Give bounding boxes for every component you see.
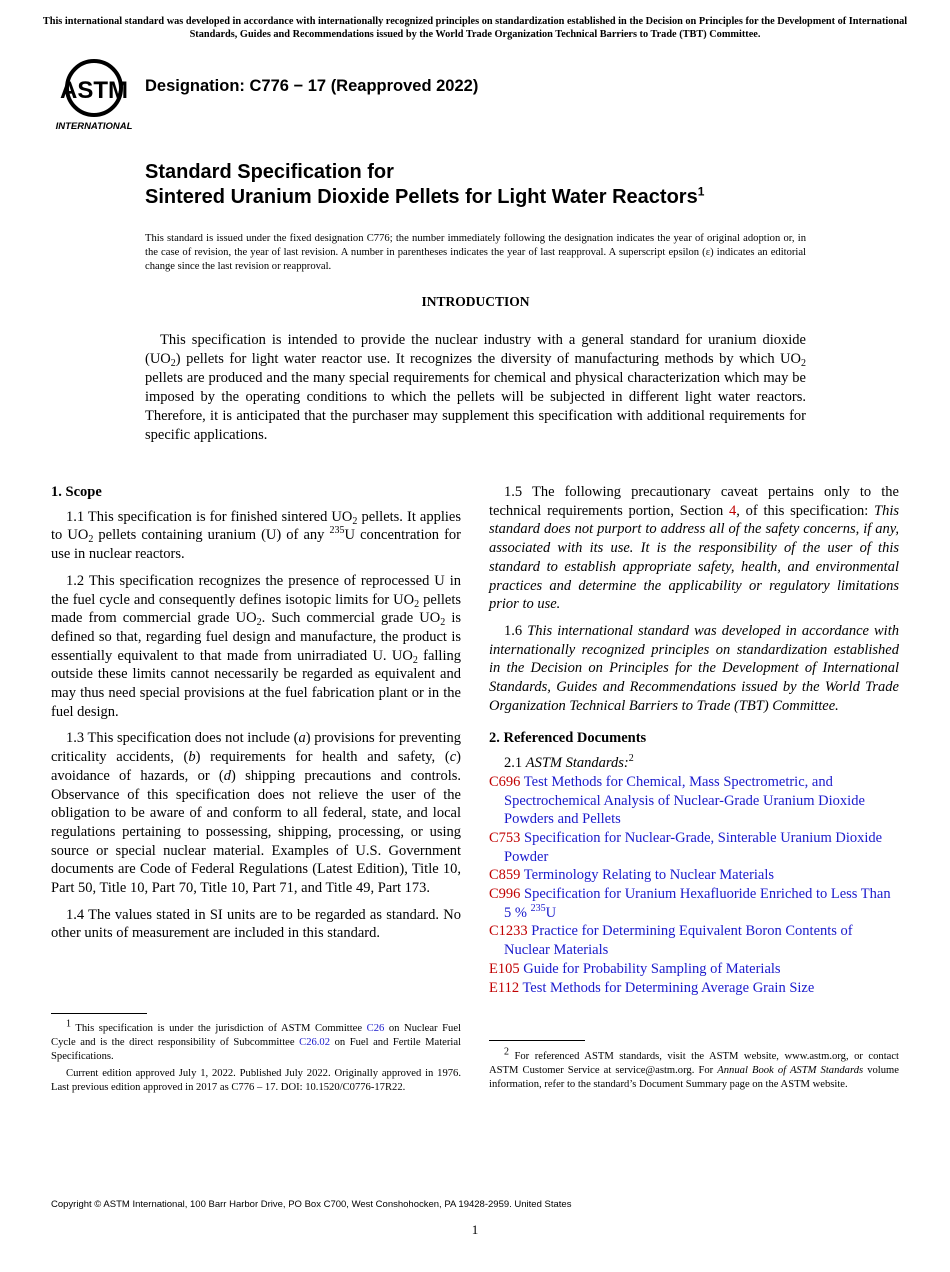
reference-list [489,773,899,997]
reference-code-link[interactable]: C753 [489,829,521,846]
subcommittee-c26-02-link[interactable]: C26.02 [299,1037,331,1048]
introduction-heading: INTRODUCTION [421,294,530,309]
reference-code-link[interactable]: C859 [489,867,521,884]
title-line-2: Sintered Uranium Dioxide Pellets for Light Water Reactors$^1$ [145,184,705,208]
para-1-3: 1.3 This specification does not include (a) provisions for preventing criticality accidents, (b) requirements for health and safety, (c) avoidance of hazards, or (d) shipping precautions and controls. Observance of this specification does not relieve the user of the obligation to be aware of and conform to all federal, state, and local regulations pertaining to possessing, shipping, processing, or using source or special nuclear material. Examples of U.S. Government documents are Code of Federal Regulations (Latest Edition), Title 10, Part 50, Title 10, Part 70, Title 10, Part 71, and Title 49, Part 173. [51,730,461,897]
reference-code-link[interactable]: C696 [489,773,521,790]
para-1-6: 1.6 This international standard was developed in accordance with internationally recognized principles on standardization established in the Decision on Principles for the Development of International Standards, Guides and Recommendations issued by the World Trade Organization Technical Barriers to Trade (TBT) Committee. [489,622,899,714]
tbt-notice: This international standard was developed in accordance with internationally recognized principles on standardization established in the Decision on Principles for the Development of International Standards, Guides and Recommendations issued by the World Trade Organization Technical Barriers to Trade (TBT) Committee. [42,16,908,40]
reference-title-link[interactable]: Specification for Nuclear-Grade, Sinterable Uranium Dioxide Powder [504,829,883,865]
reference-title-link[interactable]: Practice for Determining Equivalent Boron Contents of Nuclear Materials [504,923,853,959]
reference-item [489,885,899,922]
logo-subtitle: INTERNATIONAL [55,121,133,132]
reference-item [489,829,899,866]
reference-item [489,866,899,885]
astm-logo [54,58,134,134]
para-1-2: 1.2 This specification recognizes the presence of reprocessed U in the fuel cycle and consequently defines isotopic limits for $UO_2$ pellets made from commercial grade $UO_2$. Such commercial grade $UO_2$ is defined so that, regarding fuel design and manufacture, the product is essentially equivalent to that made from unirradiated U. $UO_2$ falling outside these limits cannot necessarily be regarded as equivalent and may thus need special provisions at the fuel fabrication plant or in the fuel design. [51,572,461,720]
para-1-1: 1.1 This specification is for finished sintered $UO_2$ pellets. It applies to $UO_2$ pellets containing uranium (U) of any $^{235}$U concentration for use in nuclear reactors. [51,508,461,563]
introduction-text: This specification is intended to provide the nuclear industry with a general standard for uranium dioxide $(UO_2)$ pellets for light water reactor use. It recognizes the diversity of manufacturing methods by which $UO_2$ pellets are produced and the many special requirements for chemical and physical characterization which may be imposed by the operating conditions to which the pellets will be subjected in different light water reactors. Therefore, it is anticipated that the purchaser may supplement this specification with additional requirements for specific applications. [145,332,806,443]
title-footnote-mark: 1 [697,184,705,199]
astm-standards-subheading: 2.1 ASTM Standards:$^2$ [504,753,634,772]
reference-item [489,773,899,829]
reference-title-link[interactable]: Test Methods for Chemical, Mass Spectrometric, and Spectrochemical Analysis of Nuclear-Grade Uranium Dioxide Powders and Pellets [504,773,865,828]
committee-c26-link[interactable]: C26 [366,1023,385,1034]
footnote-1-edition: Current edition approved July 1, 2022. Published July 2022. Originally approved in 1976. Last previous edition approved in 2017 as C776 – 17. DOI: 10.1520/C0776-17R22. [51,1068,461,1093]
reference-item [489,922,899,959]
reference-title-link[interactable]: Guide for Probability Sampling of Materials [519,960,781,977]
left-column [51,483,461,951]
title-line-1: Standard Specification for [145,161,394,183]
right-column [489,483,899,997]
reference-item [489,979,899,998]
reference-code-link[interactable]: E105 [489,960,520,977]
section-4-link[interactable]: 4 [729,502,737,519]
reference-code-link[interactable]: C1233 [489,923,528,940]
reference-title-link[interactable]: Terminology Relating to Nuclear Materials [520,867,775,884]
footnote-1: $^1$ This specification is under the jurisdiction of ASTM Committee C26 on Nuclear Fuel Cycle and is the direct responsibility of Subcommittee C26.02 on Fuel and Fertile Material Specifications. Current edition approved July 1, 2022. Published July 2022. Originally approved in 1976. Last previous edition approved in 2017 as C776 – 17. DOI: 10.1520/C0776-17R22. [51,1018,461,1093]
footnote-divider-left [51,1013,147,1014]
para-1-4: 1.4 The values stated in SI units are to be regarded as standard. No other units of measurement are included in this standard. [51,906,461,942]
reference-item [489,960,899,979]
designation: Designation: C776 − 17 (Reapproved 2022) [145,77,479,95]
scope-heading: 1. Scope [51,484,102,500]
page-number: 1 [471,1222,479,1237]
footnote-2: $^2$ For referenced ASTM standards, visit the ASTM website, www.astm.org, or contact ASTM Customer Service at service@astm.org. For Annual Book of ASTM Standards volume information, refer to the standard’s Document Summary page on the ASTM website. [489,1046,899,1090]
para-1-5: 1.5 The following precautionary caveat pertains only to the technical requirements portion, Section 4, of this specification: This standard does not purport to address all of the safety concerns, if any, associated with its use. It is the responsibility of the user of this standard to establish appropriate safety, health, and environmental practices and determine the applicability or regulatory limitations prior to use. [489,484,900,613]
reference-code-link[interactable]: C996 [489,886,521,903]
footnote-divider-right [489,1040,585,1041]
logo-letters: ASTM [60,77,128,104]
reference-title-link[interactable]: Specification for Uranium Hexafluoride Enriched to Less Than 5 % $^{235}$U [504,886,891,921]
page-title [145,160,704,210]
referenced-documents-heading: 2. Referenced Documents [489,730,647,747]
reference-title-link[interactable]: Test Methods for Determining Average Grain Size [519,979,815,996]
reference-code-link[interactable]: E112 [489,979,520,996]
copyright-line: Copyright © ASTM International, 100 Barr Harbor Drive, PO Box C700, West Conshohocken, PA 19428-2959. United States [51,1199,572,1210]
issued-note: This standard is issued under the fixed designation C776; the number immediately following the designation indicates the year of original adoption or, in the case of revision, the year of last revision. A number in parentheses indicates the year of last reapproval. A superscript epsilon (ε) indicates an editorial change since the last revision or reapproval. [145,233,806,272]
